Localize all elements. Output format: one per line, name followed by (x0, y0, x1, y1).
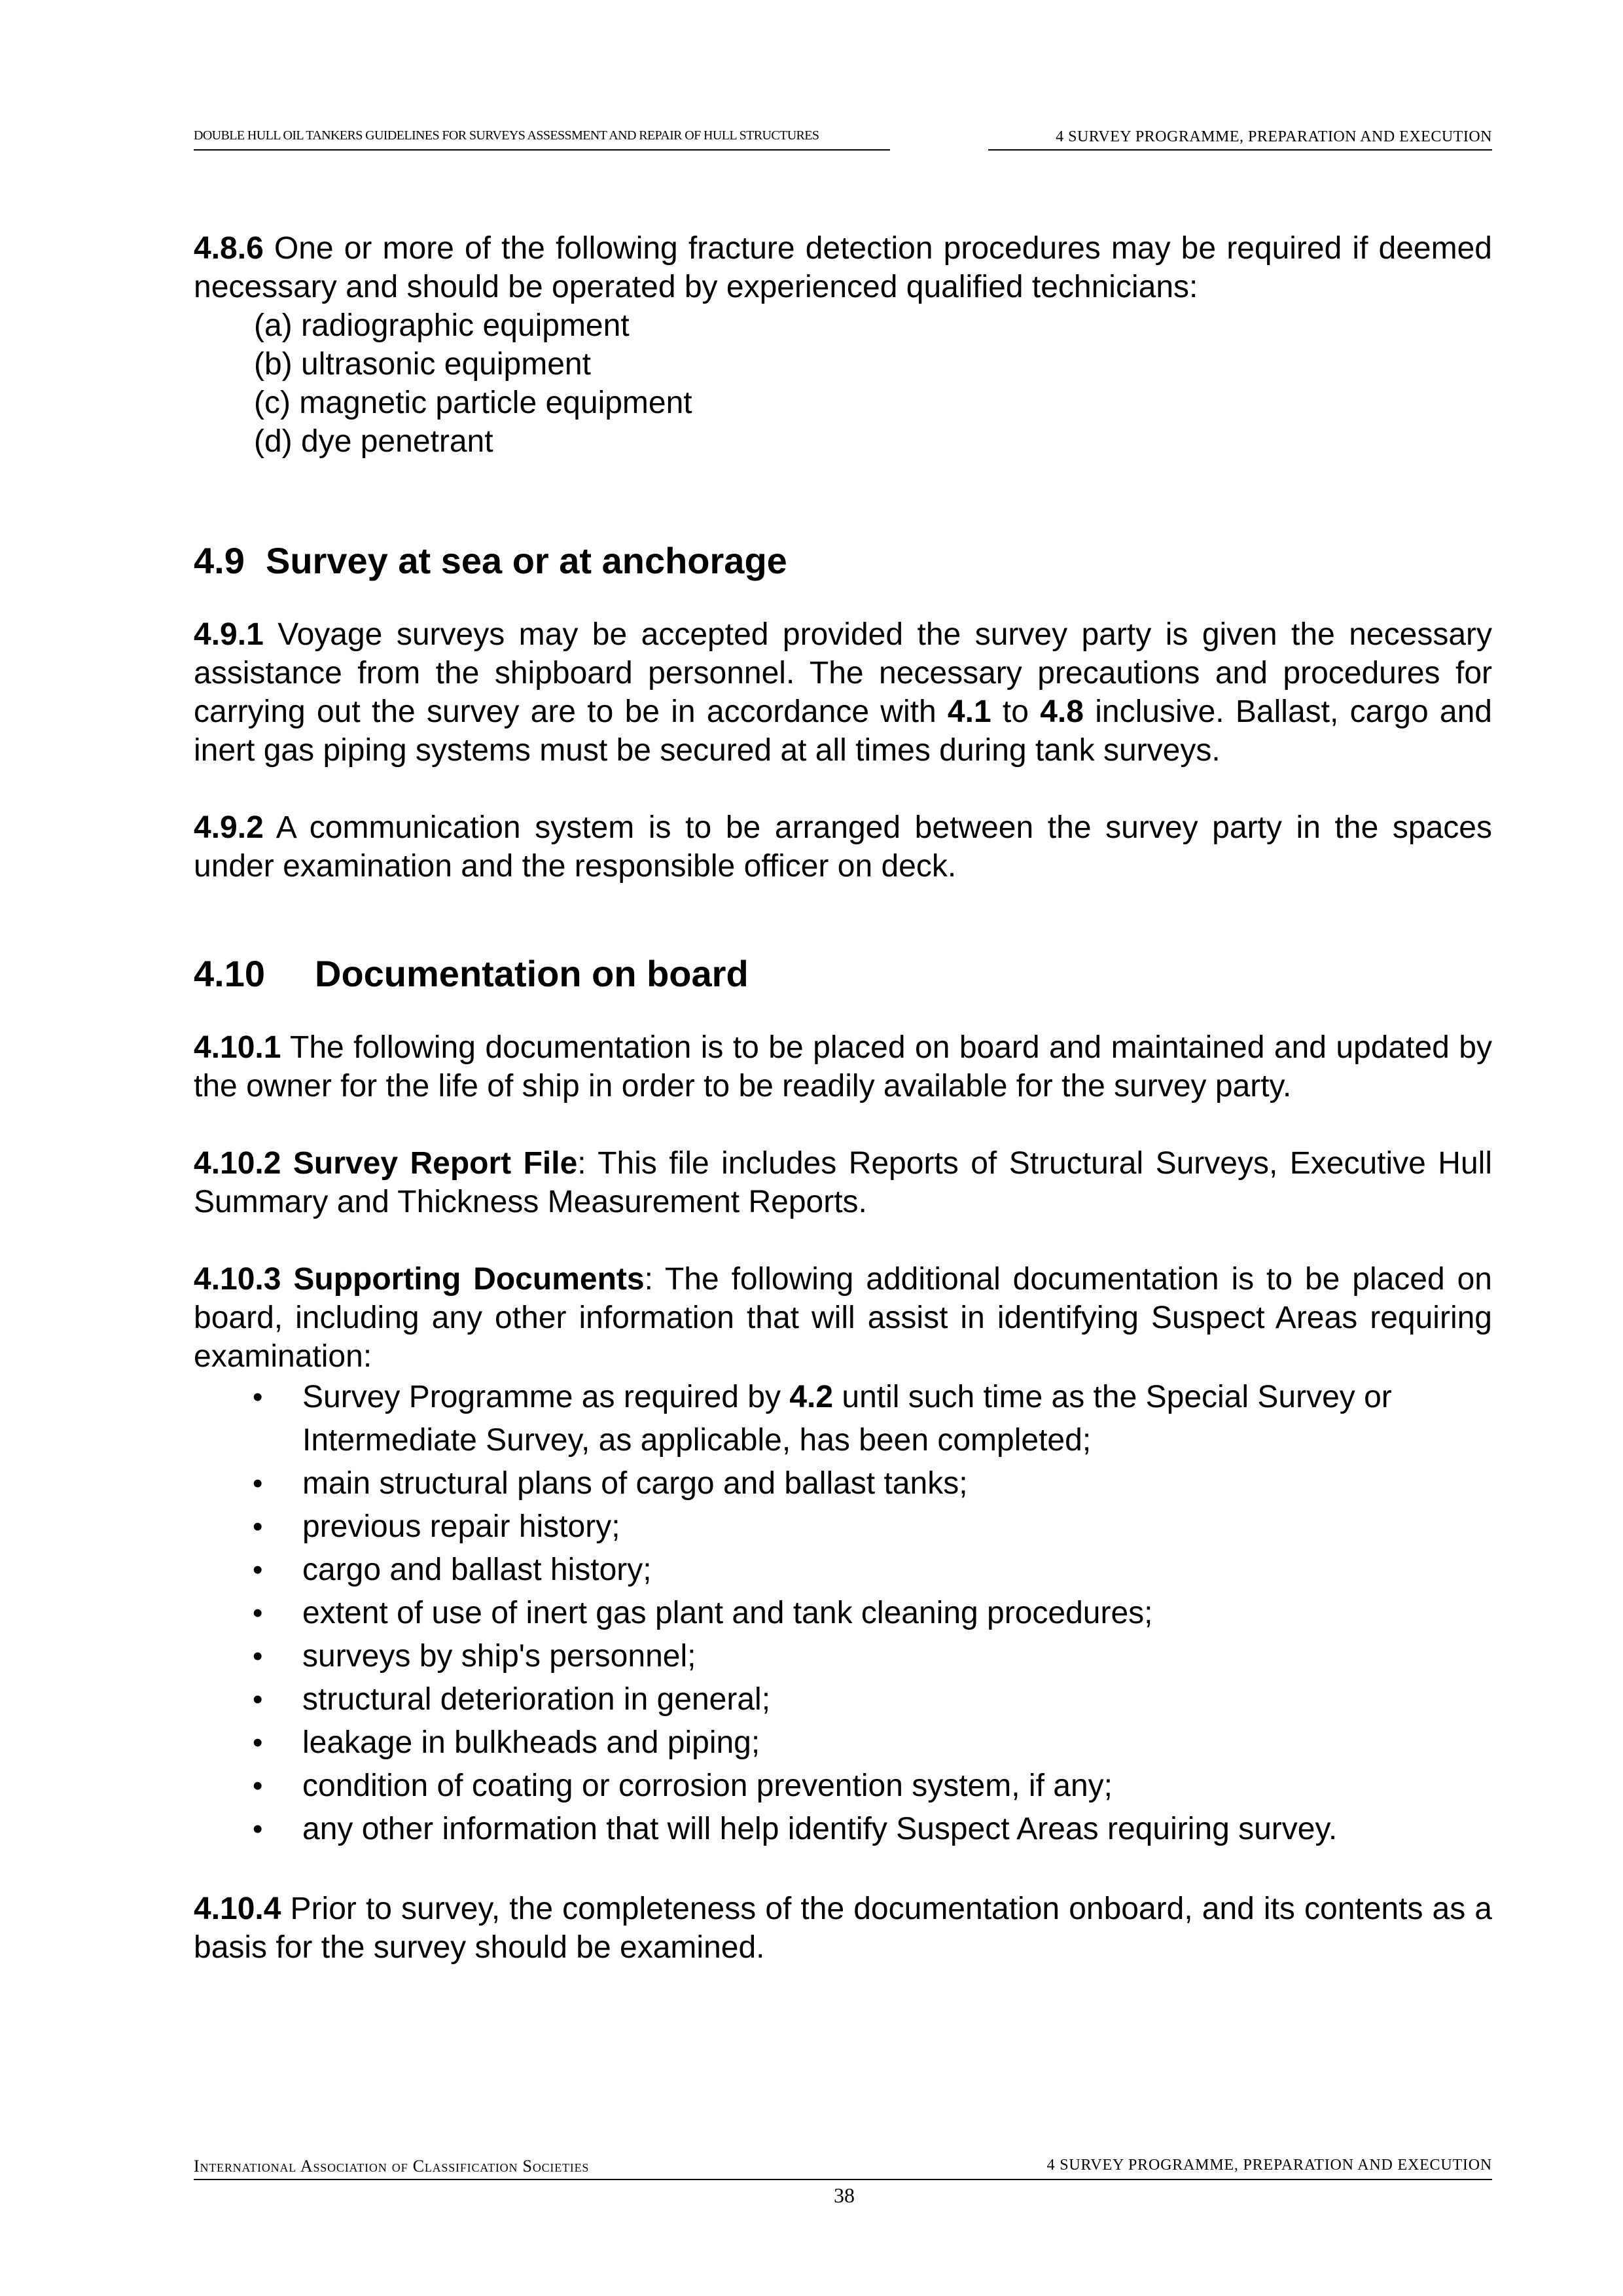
running-footer-left: International Association of Classification Societies (194, 2157, 590, 2176)
section-number: 4.8.6 (194, 231, 264, 266)
list-item: • main structural plans of cargo and ballast tanks; (302, 1462, 1492, 1505)
section-number: 4.10.3 (194, 1262, 281, 1297)
list-item: • surveys by ship's personnel; (302, 1635, 1492, 1678)
paragraph-text: One or more of the following fracture detection procedures may be required if deemed necessary and should be operated by experienced qualified technicians: (194, 231, 1492, 304)
list-item-text: Survey Programme as required by (302, 1380, 790, 1414)
header-rule-gap (890, 148, 988, 152)
paragraph-text: Prior to survey, the completeness of the documentation onboard, and its contents as a basis for the survey should be examined. (194, 1892, 1492, 1965)
supporting-documents-list (194, 1376, 1492, 1851)
cross-reference: 4.2 (789, 1380, 834, 1414)
running-footer-right: 4 SURVEY PROGRAMME, PREPARATION AND EXECUTION (1046, 2157, 1492, 2174)
list-item (302, 1376, 1492, 1462)
list-item: • leakage in bulkheads and piping; (302, 1721, 1492, 1765)
footer-rule (194, 2179, 1492, 2180)
paragraph-label: Survey Report File (293, 1146, 578, 1181)
heading-title: Survey at sea or at anchorage (266, 540, 787, 581)
section-number: 4.10.1 (194, 1030, 281, 1065)
paragraph-label: Supporting Documents (293, 1262, 645, 1297)
list-item: • condition of coating or corrosion prevention system, if any; (302, 1765, 1492, 1808)
paragraph-4-9-1 (194, 615, 1492, 770)
list-item: (c) magnetic particle equipment (254, 386, 692, 420)
section-number: 4.9.2 (194, 810, 264, 845)
fracture-detection-list (194, 306, 1492, 461)
section-heading-4-10 (194, 951, 1492, 997)
paragraph-text: : The following additional documentation is to be placed on board, including any other information that will assist in identifying Suspect Areas requiring examination: (194, 1262, 1492, 1374)
paragraph-text: : This file includes Reports of Structural Surveys, Executive Hull Summary and Thickness Measurement Reports. (194, 1146, 1492, 1219)
section-number: 4.9.1 (194, 617, 264, 652)
list-item: • extent of use of inert gas plant and tank cleaning procedures; (302, 1592, 1492, 1635)
running-header-right: 4 SURVEY PROGRAMME, PREPARATION AND EXECUTION (1056, 128, 1492, 145)
list-item: • previous repair history; (302, 1505, 1492, 1549)
section-heading-4-9 (194, 538, 1492, 584)
section-number: 4.10.4 (194, 1892, 281, 1926)
paragraph-text: Voyage surveys may be accepted provided the survey party is given the necessary assistance from the shipboard personnel. The necessary precautions and procedures for carrying out the survey are to be in accordance with (194, 617, 1492, 729)
heading-title: Documentation on board (315, 953, 749, 994)
list-item: (a) radiographic equipment (254, 308, 630, 343)
list-item: • any other information that will help identify Suspect Areas requiring survey. (302, 1808, 1492, 1851)
paragraph-text: to (991, 694, 1041, 729)
list-item-text: until such time as the Special Survey or Intermediate Survey, as applicable, has been completed; (302, 1380, 1392, 1458)
list-item: (d) dye penetrant (254, 424, 493, 459)
paragraph-text: The following documentation is to be placed on board and maintained and updated by the owner for the life of ship in order to be readily available for the survey party. (194, 1030, 1492, 1103)
paragraph-text: inclusive. Ballast, cargo and inert gas piping systems must be secured at all times during tank surveys. (194, 694, 1493, 768)
header-rule (194, 149, 1492, 151)
list-item: (b) ultrasonic equipment (254, 347, 591, 382)
heading-number: 4.9 (194, 540, 245, 581)
page-number: 38 (834, 2183, 855, 2207)
list-item: • structural deterioration in general; (302, 1678, 1492, 1721)
list-item: • cargo and ballast history; (302, 1549, 1492, 1592)
paragraph-4-10-3 (194, 1260, 1492, 1376)
running-header-left: DOUBLE HULL OIL TANKERS GUIDELINES FOR SURVEYS ASSESSMENT AND REPAIR OF HULL STRUCTURES (194, 128, 819, 143)
heading-number: 4.10 (194, 953, 265, 994)
cross-reference: 4.1 (947, 694, 991, 729)
paragraph-4-10-4 (194, 1890, 1492, 1967)
paragraph-4-9-2 (194, 808, 1492, 886)
section-number: 4.10.2 (194, 1146, 281, 1181)
paragraph-4-10-1 (194, 1028, 1492, 1105)
paragraph-4-10-2 (194, 1144, 1492, 1221)
cross-reference: 4.8 (1040, 694, 1084, 729)
page-content (194, 229, 1492, 1967)
paragraph-4-8-6 (194, 229, 1492, 306)
paragraph-text: A communication system is to be arranged between the survey party in the spaces under examination and the responsible officer on deck. (194, 810, 1492, 884)
